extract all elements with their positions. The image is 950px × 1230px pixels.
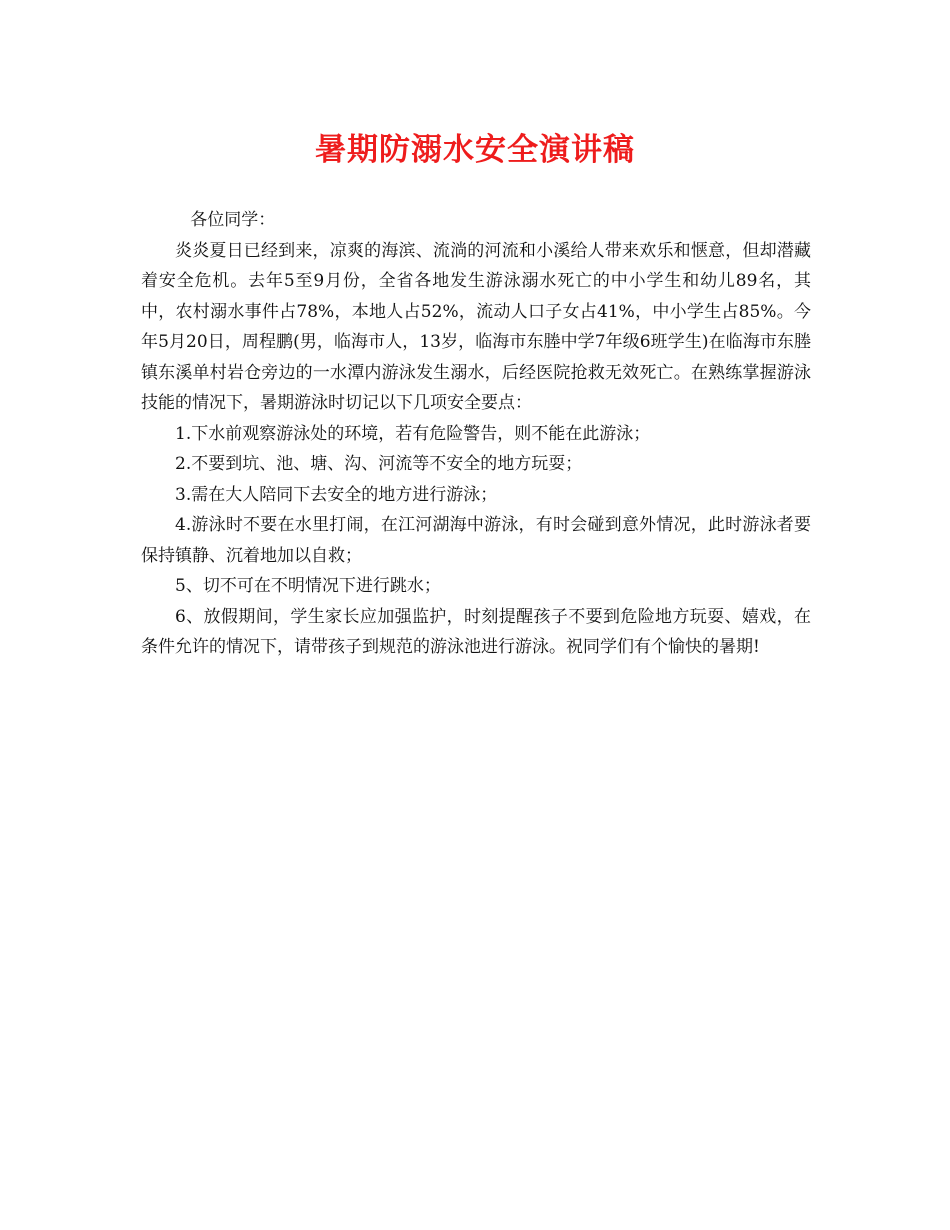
- safety-point-3: 3.需在大人陪同下去安全的地方进行游泳；: [175, 484, 498, 505]
- safety-point-2: 2.不要到坑、池、塘、沟、河流等不安全的地方玩耍；: [175, 454, 583, 474]
- document-title: 暑期防溺水安全演讲稿: [315, 132, 635, 168]
- safety-point-4: 4.游泳时不要在水里打闹，在江河湖海中游泳，有时会碰到意外情况，此时游泳者要保持镇静、沉着地加以自救；: [141, 515, 811, 566]
- safety-point-5: 5、切不可在不明情况下进行跳水；: [175, 576, 441, 596]
- safety-point-6: 6、放假期间，学生家长应加强监护，时刻提醒孩子不要到危险地方玩耍、嬉戏，在条件允许的情况下，请带孩子到规范的游泳池进行游泳。祝同学们有个愉快的暑期!: [141, 606, 811, 657]
- document-body: [141, 205, 811, 663]
- salutation: 各位同学：: [190, 210, 276, 230]
- safety-point-1: 1.下水前观察游泳处的环境，若有危险警告，则不能在此游泳；: [175, 423, 651, 444]
- intro-paragraph: 炎炎夏日已经到来，凉爽的海滨、流淌的河流和小溪给人带来欢乐和惬意，但却潜藏着安全危机。去年5至9月份，全省各地发生游泳溺水死亡的中小学生和幼儿89名，其中，农村溺水事件占78%，本地人占52%，流动人口子女占41%，中小学生占85%。今年5月20日，周程鹏(男，临海市人，13岁，临海市东塍中学7年级6班学生)在临海市东塍镇东溪单村岩仓旁边的一水潭内游泳发生溺水，后经医院抢救无效死亡。在熟练掌握游泳技能的情况下，暑期游泳时切记以下几项安全要点：: [141, 240, 811, 413]
